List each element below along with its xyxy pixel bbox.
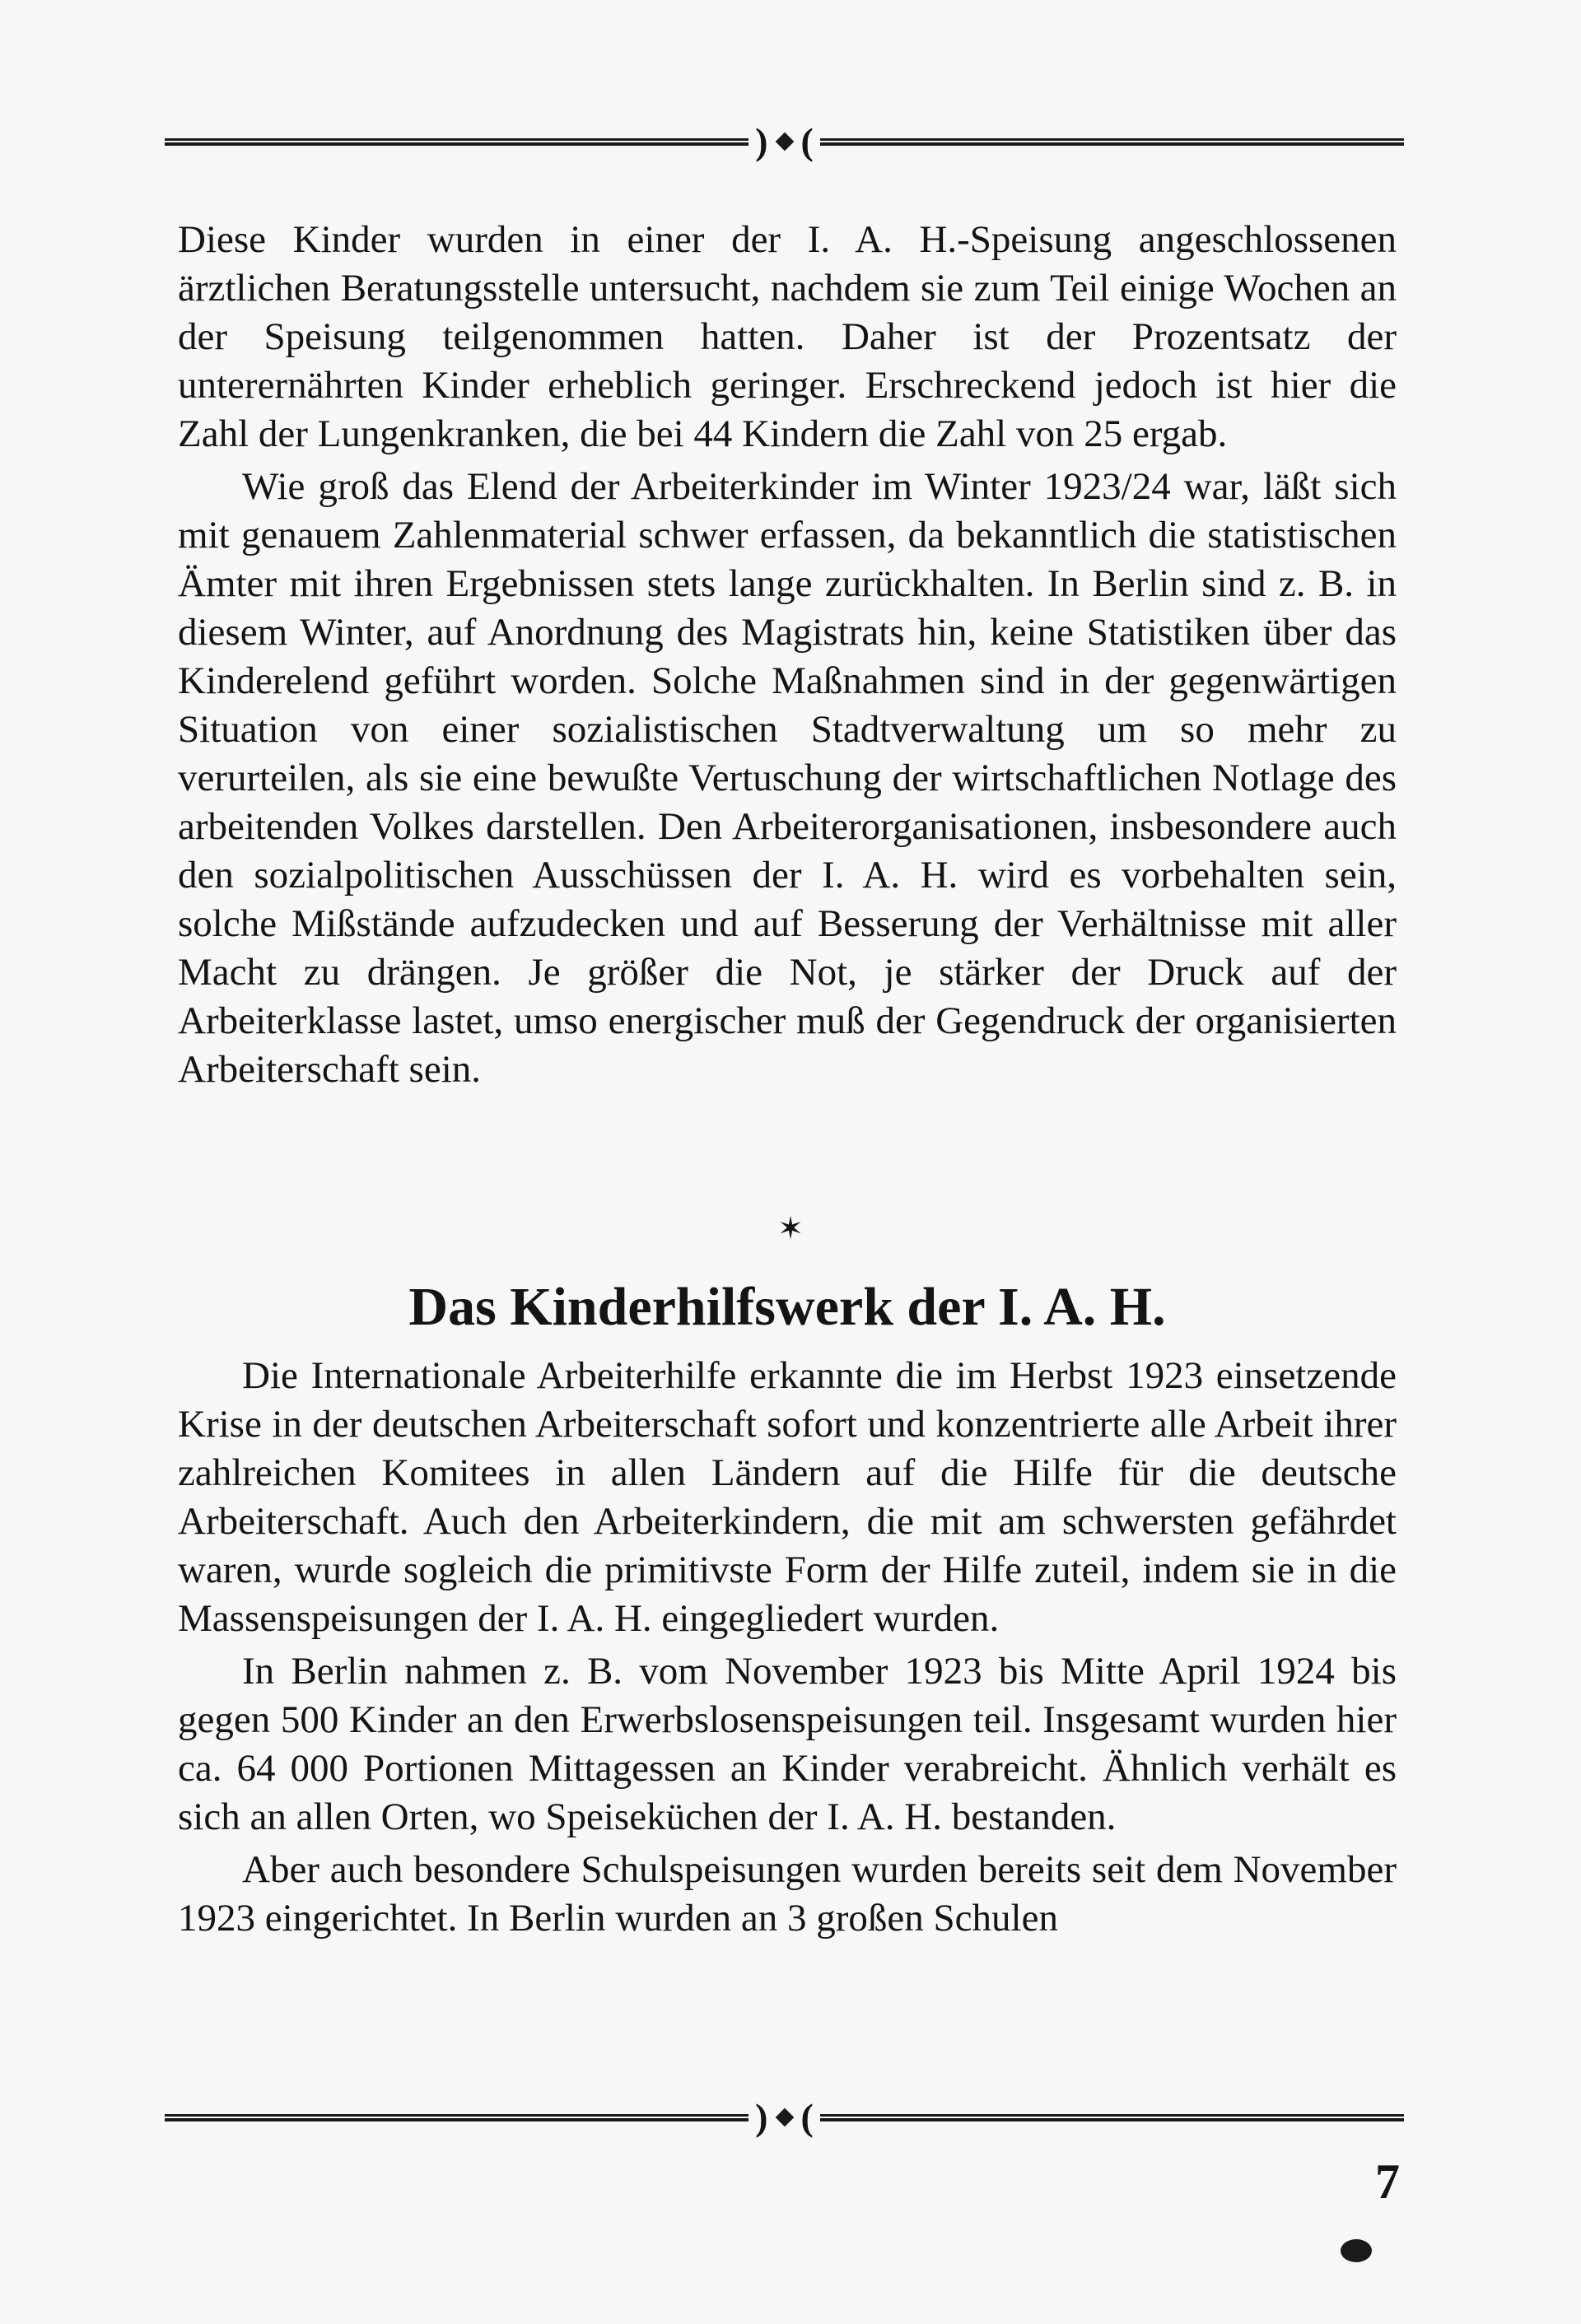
- ornament-center: [749, 2096, 820, 2138]
- diamond-icon: [775, 133, 794, 151]
- page-number: 7: [1375, 2154, 1400, 2209]
- ink-blot-mark: [1341, 2239, 1372, 2262]
- ornament-paren-left: ): [755, 120, 768, 162]
- paragraph: Aber auch besondere Schulspeisungen wurden bereits seit dem November 1923 eingerichtet. In Berlin wurden an 3 großen Schulen: [178, 1848, 1397, 1940]
- paragraph: Wie groß das Elend der Arbeiterkinder im Winter 1923/24 war, läßt sich mit genauem Zahlenmaterial schwer erfassen, da bekanntlich die statistischen Ämter mit ihren Ergebnissen stets lange zurückhalten. In Berlin sind z. B. in diesem Winter, auf Anordnung des Magistrats hin, keine Statistiken über das Kinderelend geführt worden. Solche Maßnahmen sind in der gegenwärtigen Situation von einer sozialistischen Stadtverwaltung um so mehr zu verurteilen, als sie eine bewußte Vertuschung der wirtschaftlichen Notlage des arbeitenden Volkes darstellen. Den Arbeiterorganisationen, insbesondere auch den sozialpolitischen Ausschüssen der I. A. H. wird es vorbehalten sein, solche Mißstände aufzudecken und auf Besserung der Verhältnisse mit aller Macht zu drängen. Je größer die Not, je stärker der Druck auf der Arbeiterklasse lastet, umso energischer muß der Gegendruck der organisierten Arbeiterschaft sein.: [178, 465, 1397, 1091]
- ornament-rule-right: [820, 138, 1404, 146]
- ornament-center: [749, 120, 820, 162]
- bottom-ornament-rule: [165, 2096, 1404, 2138]
- paragraph: Diese Kinder wurden in einer der I. A. H.-Speisung angeschlossenen ärztlichen Beratungsstelle untersucht, nachdem sie zum Teil einige Wochen an der Speisung teilgenommen hatten. Daher ist der Prozentsatz der unterernährten Kinder erheblich geringer. Erschreckend jedoch ist hier die Zahl der Lungenkranken, die bei 44 Kindern die Zahl von 25 ergab.: [178, 218, 1397, 455]
- ornament-rule-right: [820, 2114, 1404, 2121]
- section-separator-star-icon: ✶: [777, 1212, 804, 1246]
- ornament-rule-left: [165, 2114, 749, 2121]
- ornament-rule-left: [165, 138, 749, 146]
- body-text-after-heading: [178, 1352, 1397, 1947]
- section-heading: Das Kinderhilfswerk der I. A. H.: [408, 1277, 1166, 1337]
- ornament-paren-right: (: [800, 2096, 814, 2138]
- paragraph: In Berlin nahmen z. B. vom November 1923 bis Mitte April 1924 bis gegen 500 Kinder an den Erwerbslosenspeisungen teil. Insgesamt wurden hier ca. 64 000 Portionen Mittagessen an Kinder verabreicht. Ähnlich verhält es sich an allen Orten, wo Speiseküchen der I. A. H. bestanden.: [178, 1650, 1397, 1838]
- ornament-paren-right: (: [800, 120, 814, 162]
- top-ornament-rule: [165, 120, 1404, 162]
- paragraph: Die Internationale Arbeiterhilfe erkannte die im Herbst 1923 einsetzende Krise in der deutschen Arbeiterschaft sofort und konzentrierte alle Arbeit ihrer zahlreichen Komitees in allen Ländern auf die Hilfe für die deutsche Arbeiterschaft. Auch den Arbeiterkindern, die mit am schwersten gefährdet waren, wurde sogleich die primitivste Form der Hilfe zuteil, indem sie in die Massenspeisungen der I. A. H. eingegliedert wurden.: [178, 1354, 1397, 1640]
- body-text-before-heading: [178, 216, 1397, 1098]
- diamond-icon: [775, 2108, 794, 2127]
- ornament-paren-left: ): [755, 2096, 768, 2138]
